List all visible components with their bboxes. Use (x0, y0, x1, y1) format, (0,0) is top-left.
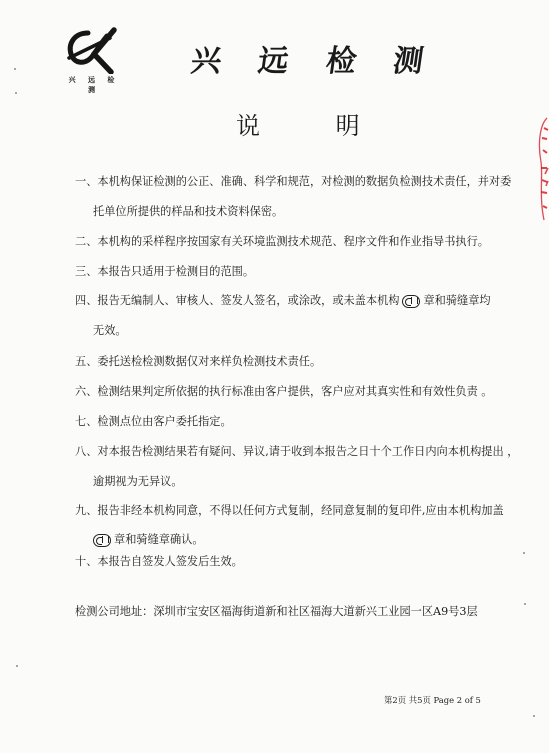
company-name-char: 远 (256, 44, 292, 79)
page-number: 第2页 共5页 Page 2 of 5 (384, 695, 481, 705)
page-title: 说 明 (236, 112, 394, 140)
clause-4-text-end: 章和骑缝章均 (423, 294, 491, 307)
clause-6: 六、检测结果判定所依据的执行标准由客户提供，客户应对其真实性和有效性负责 。 (75, 385, 493, 398)
clause-4 (75, 294, 491, 308)
scan-speck (524, 603, 526, 605)
company-name-char: 测 (390, 44, 426, 79)
clause-9-continued (93, 533, 204, 547)
clause-4-text: 四、报告无编制人、审核人、签发人签名，或涂改，或未盖本机构 (75, 294, 400, 307)
clause-1: 一、本机构保证检测的公正、准确、科学和规范，对检测的数据负检测技术责任，并对委 (75, 175, 512, 188)
cma-seal-icon (93, 534, 111, 547)
company-logo (64, 24, 124, 94)
clause-9-text-end: 章和骑缝章确认。 (114, 533, 204, 546)
clause-2: 二、本机构的采样程序按国家有关环境监测技术规范、程序文件和作业指导书执行。 (75, 235, 489, 248)
clause-3: 三、本报告只适用于检测目的范围。 (75, 265, 255, 278)
company-name-char: 兴 (188, 44, 224, 79)
scan-speck (16, 665, 18, 667)
logo-caption: 兴 远 检 测 (68, 75, 120, 94)
company-name (188, 36, 426, 79)
company-address: 检测公司地址：深圳市宝安区福海街道新和社区福海大道新兴工业园一区A9号3层 (75, 605, 478, 618)
scan-speck (15, 92, 17, 94)
clause-4-continued: 无效。 (93, 324, 127, 337)
clause-10: 十、本报告自签发人签发后生效。 (75, 555, 243, 568)
seal-stamp-edge (535, 116, 549, 224)
company-logo-mark (64, 24, 124, 74)
clause-8-continued: 逾期视为无异议。 (93, 475, 183, 488)
company-name-char: 检 (323, 44, 359, 79)
scan-speck (523, 552, 525, 554)
clause-8: 八、对本报告检测结果若有疑问、异议,请于收到本报告之日十个工作日内向本机构提出 ， (75, 445, 519, 458)
scan-speck (14, 68, 16, 70)
cma-seal-icon (402, 295, 420, 308)
clause-5: 五、委托送检检测数据仅对来样负检测技术责任。 (75, 355, 322, 368)
scan-speck (533, 715, 535, 717)
clause-1-continued: 托单位所提供的样品和技术资料保密。 (93, 205, 284, 218)
clause-7: 七、检测点位由客户委托指定。 (75, 415, 232, 428)
clause-9: 九、报告非经本机构同意，不得以任何方式复制，经同意复制的复印件,应由本机构加盖 (75, 504, 504, 517)
